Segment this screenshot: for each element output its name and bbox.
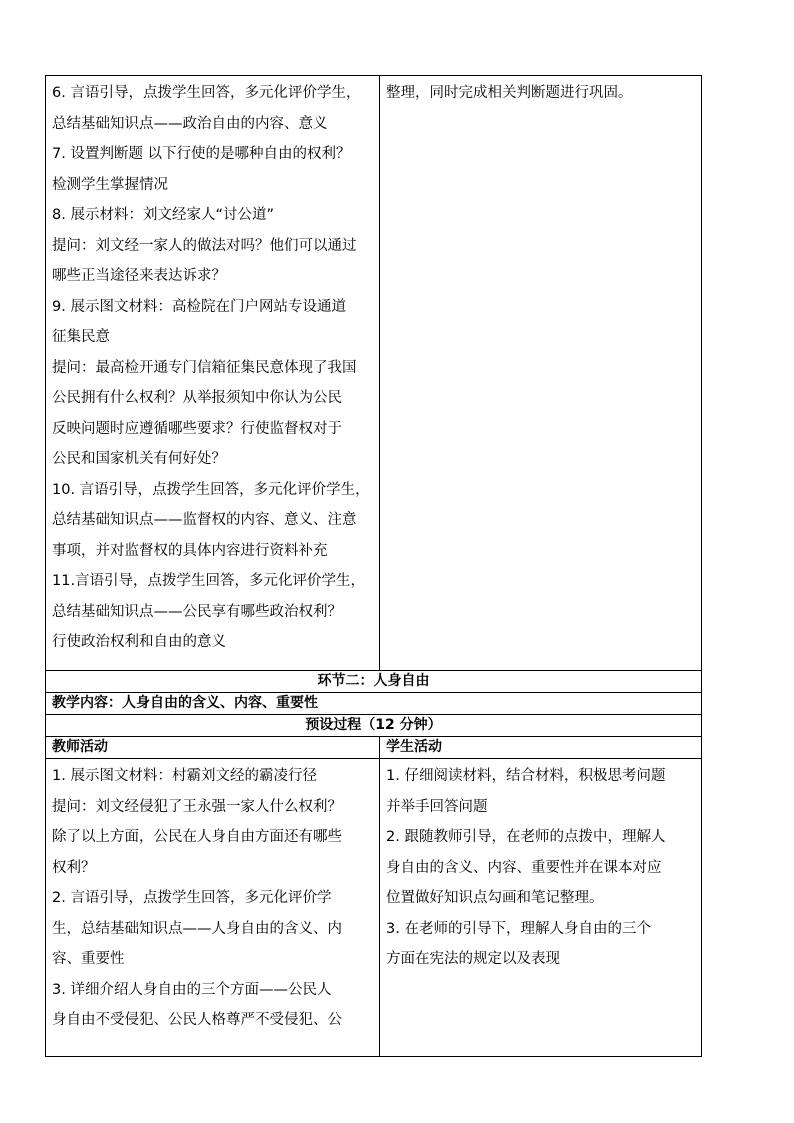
teacher-line: 10. 言语引导，点拨学生回答，多元化评价学生，: [52, 481, 370, 498]
lesson-plan-table: [45, 75, 702, 1057]
teacher-line: 身自由不受侵犯、公民人格尊严不受侵犯、公: [52, 1012, 342, 1028]
teacher-line: 征集民意: [52, 329, 110, 345]
teacher-line: 总结基础知识点——监督权的内容、意义、注意: [52, 512, 357, 528]
teacher-line: 容、重要性: [52, 951, 125, 967]
student-line: 方面在宪法的规定以及表现: [386, 951, 560, 967]
student-line: 整理，同时完成相关判断题进行巩固。: [386, 85, 633, 101]
teacher-activity-header: 教师活动: [46, 737, 380, 759]
teacher-line: 权利？: [52, 859, 96, 876]
teacher-line: 1. 展示图文材料：村霸刘文经的霸凌行径: [52, 768, 317, 784]
teacher-line: 11.言语引导，点拨学生回答，多元化评价学生，: [52, 573, 366, 589]
teacher-line: 8. 展示材料：刘文经家人“讨公道”: [52, 207, 274, 223]
teacher-line: 总结基础知识点——政治自由的内容、意义: [52, 115, 328, 132]
teacher-line: 生，总结基础知识点——人身自由的含义、内: [52, 920, 342, 937]
teacher-activity-cell: [46, 759, 380, 1057]
student-line: 并举手回答问题: [386, 798, 488, 815]
table-row: [46, 76, 702, 671]
student-line: 2. 跟随教师引导，在老师的点拨中，理解人: [386, 829, 666, 845]
teacher-line: 检测学生掌握情况: [52, 176, 168, 193]
teacher-line: 2. 言语引导，点拨学生回答，多元化评价学: [52, 890, 332, 906]
teacher-line: 7. 设置判断题 以下行使的是哪种自由的权利？: [52, 146, 351, 162]
teacher-line: 总结基础知识点——公民享有哪些政治权利？: [52, 603, 342, 620]
student-activity-cell: [380, 76, 702, 671]
table-row: [46, 737, 702, 759]
teaching-content: 教学内容：人身自由的含义、内容、重要性: [46, 693, 702, 715]
table-row: [46, 715, 702, 737]
teacher-activity-cell: [46, 76, 380, 671]
teacher-line: 除了以上方面，公民在人身自由方面还有哪些: [52, 829, 342, 845]
teacher-line: 3. 详细介绍人身自由的三个方面——公民人: [52, 981, 332, 998]
teacher-line: 公民拥有什么权利？从举报须知中你认为公民: [52, 390, 342, 406]
table-row: [46, 693, 702, 715]
teacher-line: 提问：最高检开通专门信箱征集民意体现了我国: [52, 359, 357, 376]
teacher-line: 提问：刘文经侵犯了王永强一家人什么权利？: [52, 798, 342, 815]
teacher-line: 提问：刘文经一家人的做法对吗？他们可以通过: [52, 237, 357, 254]
section-title: 环节二：人身自由: [46, 671, 702, 693]
student-activity-header: 学生活动: [380, 737, 702, 759]
table-row: [46, 671, 702, 693]
teacher-line: 9. 展示图文材料：高检院在门户网站专设通道: [52, 298, 346, 315]
teacher-line: 行使政治权利和自由的意义: [52, 634, 226, 650]
teacher-line: 哪些正当途径来表达诉求？: [52, 268, 226, 284]
student-line: 身自由的含义、内容、重要性并在课本对应: [386, 859, 662, 876]
teacher-line: 6. 言语引导，点拨学生回答，多元化评价学生，: [52, 85, 361, 101]
teacher-line: 反映问题时应遵循哪些要求？行使监督权对于: [52, 420, 342, 437]
teacher-line: 公民和国家机关有何好处？: [52, 451, 226, 467]
table-row: [46, 759, 702, 1057]
process-heading: 预设过程（12 分钟）: [46, 715, 702, 737]
student-line: 3. 在老师的引导下，理解人身自由的三个: [386, 920, 651, 937]
student-line: 位置做好知识点勾画和笔记整理。: [386, 890, 604, 906]
student-line: 1. 仔细阅读材料，结合材料，积极思考问题: [386, 768, 666, 784]
teacher-line: 事项，并对监督权的具体内容进行资料补充: [52, 542, 328, 559]
student-activity-cell: [380, 759, 702, 1057]
